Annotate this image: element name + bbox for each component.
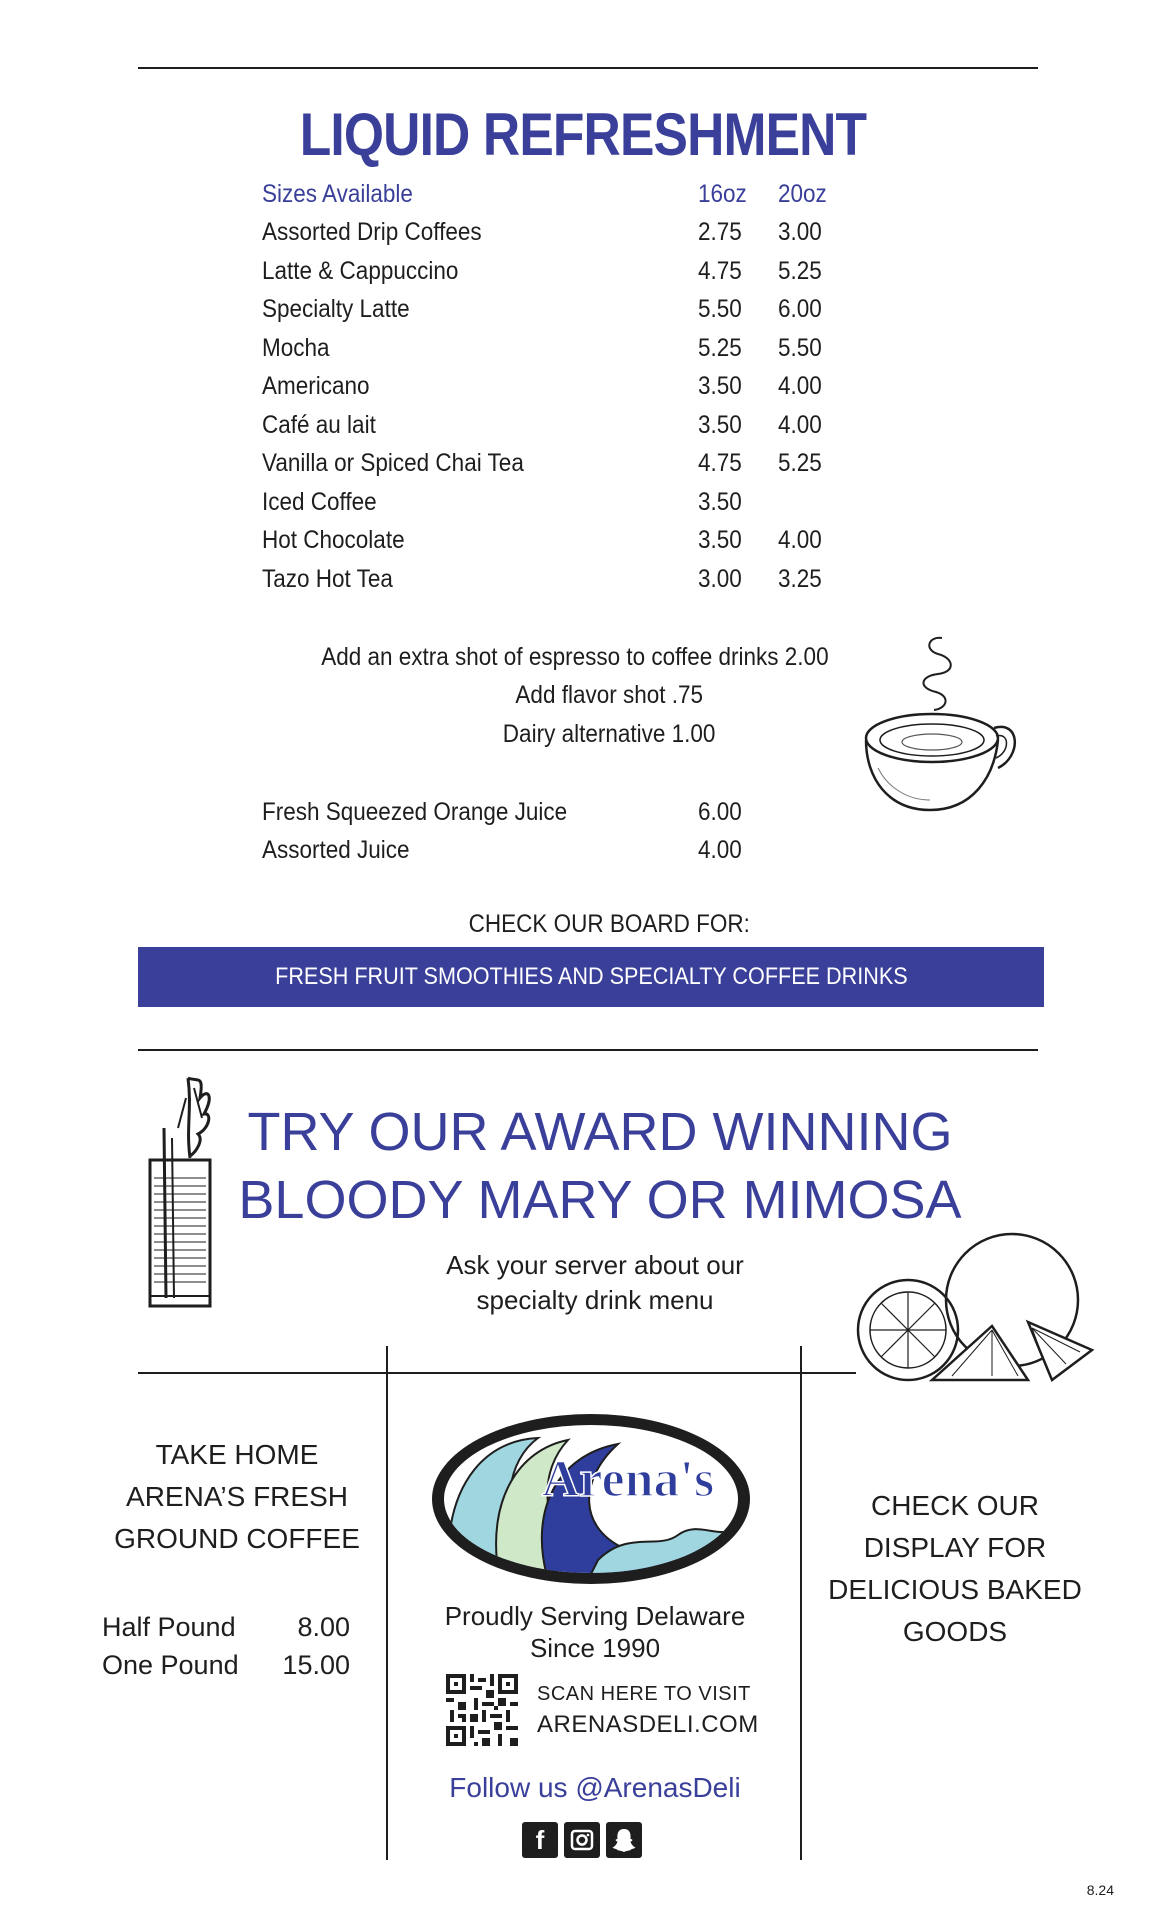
menu-item — [262, 334, 862, 372]
promo-title-line: BLOODY MARY OR MIMOSA — [238, 1170, 962, 1230]
tagline-line: Since 1990 — [529, 1633, 661, 1663]
baked-line: DELICIOUS BAKED — [828, 1574, 1082, 1605]
board-banner — [138, 947, 1044, 1007]
price-20oz: 5.25 — [778, 449, 822, 477]
item-price: 6.00 — [698, 798, 742, 826]
board-heading — [26, 910, 1166, 939]
sizes-label: Sizes Available — [262, 180, 413, 208]
item-name: Half Pound — [102, 1612, 236, 1642]
addon-text: Dairy alternative 1.00 — [502, 720, 716, 748]
item-name: Iced Coffee — [262, 488, 377, 516]
price-16oz: 3.50 — [698, 526, 742, 554]
juice-item — [262, 836, 862, 874]
price-16oz: 3.50 — [698, 411, 742, 439]
price-16oz: 4.75 — [698, 449, 742, 477]
size-16oz-label: 16oz — [698, 180, 747, 208]
promo-subtitle-line: Ask your server about our — [446, 1250, 744, 1280]
top-divider — [138, 67, 1038, 69]
promo-title — [200, 1098, 1000, 1234]
price-20oz: 3.25 — [778, 565, 822, 593]
menu-item — [262, 565, 862, 603]
snapchat-icon[interactable] — [606, 1822, 642, 1858]
item-name: Mocha — [262, 334, 330, 362]
menu-item — [262, 218, 862, 256]
citrus-fruit-icon — [852, 1230, 1102, 1390]
arenas-logo — [428, 1410, 754, 1588]
bottom-grid-left-vertical — [386, 1346, 388, 1860]
price-20oz: 4.00 — [778, 411, 822, 439]
menu-item — [262, 449, 862, 487]
price-20oz: 4.00 — [778, 372, 822, 400]
title-line: GROUND COFFEE — [114, 1523, 360, 1554]
item-price: 15.00 — [282, 1650, 350, 1680]
logo-text: Arena's — [541, 1451, 715, 1508]
mid-divider — [138, 1049, 1038, 1051]
bottom-grid-right-vertical — [800, 1346, 802, 1860]
item-name: Café au lait — [262, 411, 376, 439]
website-link[interactable]: ARENASDELI.COM — [537, 1711, 759, 1738]
item-name: Fresh Squeezed Orange Juice — [262, 798, 568, 826]
price-20oz: 3.00 — [778, 218, 822, 246]
price-16oz: 3.00 — [698, 565, 742, 593]
tagline-line: Proudly Serving Delaware — [444, 1601, 746, 1631]
addon-text: Add flavor shot .75 — [515, 681, 703, 709]
item-price: 8.00 — [297, 1612, 350, 1642]
menu-item — [262, 526, 862, 564]
scan-instruction: SCAN HERE TO VISIT — [537, 1683, 751, 1705]
price-16oz: 2.75 — [698, 218, 742, 246]
title-line: TAKE HOME — [155, 1439, 319, 1470]
item-name: Specialty Latte — [262, 295, 410, 323]
tagline — [400, 1600, 790, 1664]
item-name: Americano — [262, 372, 370, 400]
price-16oz: 4.75 — [698, 257, 742, 285]
version-label: 8.24 — [1086, 1882, 1114, 1898]
menu-item — [262, 295, 862, 333]
facebook-icon[interactable]: f — [522, 1822, 558, 1858]
price-20oz: 4.00 — [778, 526, 822, 554]
take-home-coffee-title — [82, 1434, 392, 1560]
board-heading-text: CHECK OUR BOARD FOR: — [468, 910, 750, 938]
follow-us-text: Follow us @ArenasDeli — [449, 1772, 741, 1803]
item-name: One Pound — [102, 1650, 239, 1680]
baked-line: GOODS — [902, 1616, 1008, 1647]
price-20oz: 5.50 — [778, 334, 822, 362]
menu-item — [262, 488, 862, 526]
promo-title-line: TRY OUR AWARD WINNING — [247, 1102, 953, 1162]
board-banner-text: FRESH FRUIT SMOOTHIES AND SPECIALTY COFFEE DRINKS — [274, 963, 908, 990]
baked-goods-notice — [810, 1485, 1100, 1653]
promo-subtitle-line: specialty drink menu — [476, 1285, 714, 1315]
promo-subtitle — [330, 1248, 860, 1318]
menu-item — [262, 372, 862, 410]
addon-text: Add an extra shot of espresso to coffee drinks 2.00 — [321, 643, 829, 671]
title-line: ARENA’S FRESH — [126, 1481, 348, 1512]
item-price: 4.00 — [698, 836, 742, 864]
item-name: Assorted Drip Coffees — [262, 218, 482, 246]
bottom-grid-horizontal — [138, 1372, 856, 1374]
price-16oz: 3.50 — [698, 372, 742, 400]
baked-line: CHECK OUR — [870, 1490, 1039, 1521]
qr-code-icon[interactable] — [446, 1674, 518, 1746]
price-16oz: 3.50 — [698, 488, 742, 516]
item-name: Vanilla or Spiced Chai Tea — [262, 449, 524, 477]
coffee-cup-icon — [858, 628, 1018, 814]
item-name: Tazo Hot Tea — [262, 565, 393, 593]
item-name: Hot Chocolate — [262, 526, 405, 554]
sizes-header-row — [262, 180, 862, 218]
liquid-refreshment-title: LIQUID REFRESHMENT — [299, 101, 867, 168]
item-name: Latte & Cappuccino — [262, 257, 459, 285]
menu-item — [262, 257, 862, 295]
baked-line: DISPLAY FOR — [863, 1532, 1047, 1563]
size-20oz-label: 20oz — [778, 180, 827, 208]
menu-item — [262, 411, 862, 449]
price-16oz: 5.50 — [698, 295, 742, 323]
price-16oz: 5.25 — [698, 334, 742, 362]
price-20oz: 5.25 — [778, 257, 822, 285]
item-name: Assorted Juice — [262, 836, 410, 864]
juice-item — [262, 798, 862, 836]
instagram-icon[interactable] — [564, 1822, 600, 1858]
price-20oz: 6.00 — [778, 295, 822, 323]
